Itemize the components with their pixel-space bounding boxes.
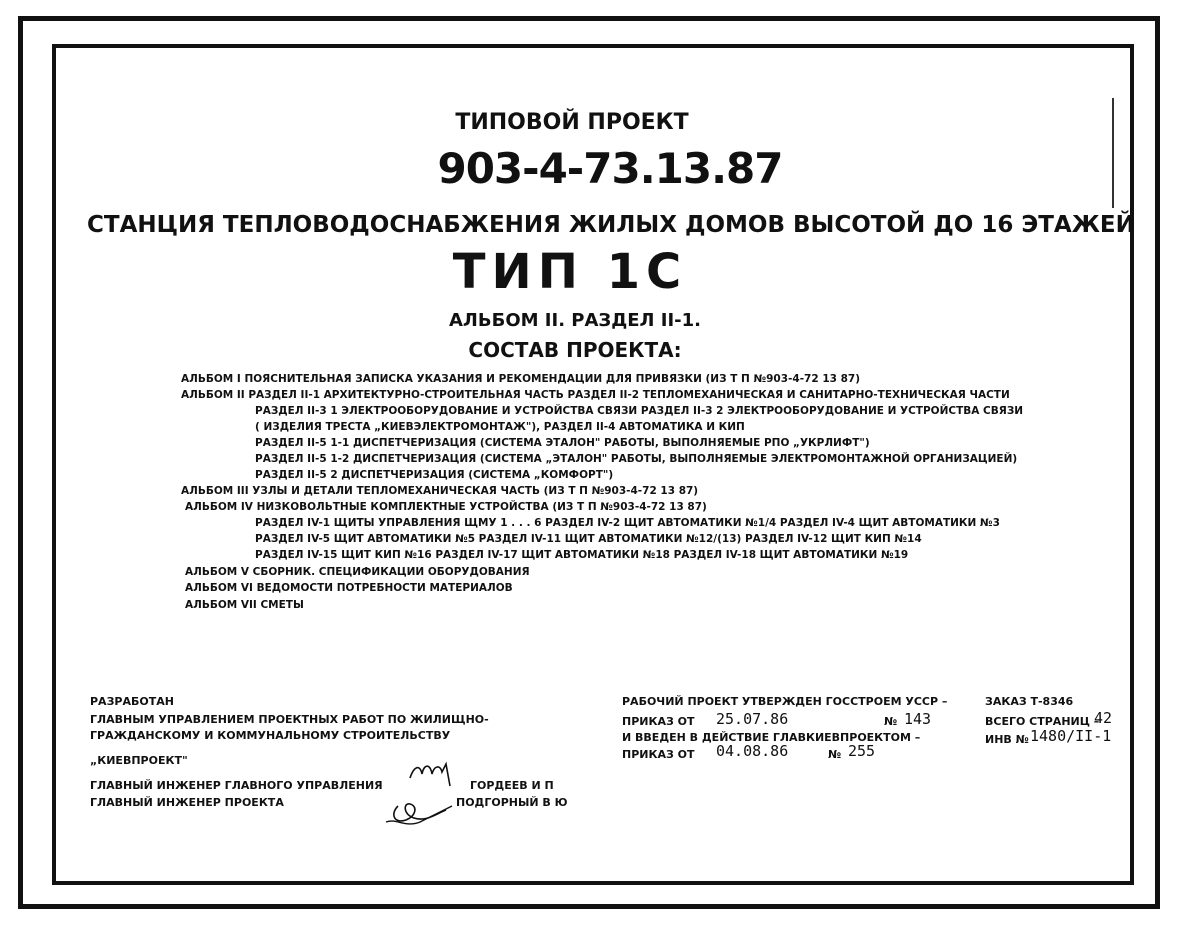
composition-line: РАЗДЕЛ II-5 1-1 ДИСПЕТЧЕРИЗАЦИЯ (СИСТЕМА ЭТАЛОН" РАБОТЫ, ВЫПОЛНЯЕМЫЕ РПО „УКРЛИФТ") xyxy=(255,437,870,449)
composition-line: РАЗДЕЛ IV-1 ЩИТЫ УПРАВЛЕНИЯ ЩМУ 1 . . . 6 РАЗДЕЛ IV-2 ЩИТ АВТОМАТИКИ №1/4 РАЗДЕЛ IV-4 ЩИТ АВТОМАТИКИ №3 xyxy=(255,517,1000,529)
composition-line: РАЗДЕЛ II-5 2 ДИСПЕТЧЕРИЗАЦИЯ (СИСТЕМА „КОМФОРТ") xyxy=(255,469,614,481)
order-code: ЗАКАЗ Т-8346 xyxy=(985,695,1074,708)
approval-line: РАБОЧИЙ ПРОЕКТ УТВЕРЖДЕН ГОССТРОЕМ УССР – xyxy=(622,695,948,708)
order2-no-label: № xyxy=(828,748,842,761)
order1-label: ПРИКАЗ ОТ xyxy=(622,715,695,728)
order1-number: 143 xyxy=(904,710,932,728)
doc-kind: ТИПОВОЙ ПРОЕКТ xyxy=(455,110,689,135)
pages-count: 42 xyxy=(1094,709,1113,727)
developer-org-line: ГЛАВНЫМ УПРАВЛЕНИЕМ ПРОЕКТНЫХ РАБОТ ПО ЖИЛИЩНО- xyxy=(90,713,489,726)
composition-line: АЛЬБОМ II РАЗДЕЛ II-1 АРХИТЕКТУРНО-СТРОИТЕЛЬНАЯ ЧАСТЬ РАЗДЕЛ II-2 ТЕПЛОМЕХАНИЧЕСКАЯ И САНИТАРНО-ТЕХНИЧЕСКАЯ ЧАСТИ xyxy=(181,389,1010,401)
project-type: ТИП 1С xyxy=(452,244,688,300)
order2-number: 255 xyxy=(848,742,876,760)
project-engineer-name: ПОДГОРНЫЙ В Ю xyxy=(456,796,568,809)
signature-drawing xyxy=(380,758,475,833)
order1-date: 25.07.86 xyxy=(716,710,789,728)
composition-line: АЛЬБОМ IV НИЗКОВОЛЬТНЫЕ КОМПЛЕКТНЫЕ УСТРОЙСТВА (ИЗ Т П №903-4-72 13 87) xyxy=(185,501,707,513)
project-title: СТАНЦИЯ ТЕПЛОВОДОСНАБЖЕНИЯ ЖИЛЫХ ДОМОВ ВЫСОТОЙ ДО 16 ЭТАЖЕЙ xyxy=(87,212,1135,238)
composition-line: АЛЬБОМ VI ВЕДОМОСТИ ПОТРЕБНОСТИ МАТЕРИАЛОВ xyxy=(185,582,513,594)
developer-org-line: ГРАЖДАНСКОМУ И КОММУНАЛЬНОМУ СТРОИТЕЛЬСТВУ xyxy=(90,729,451,742)
developed-by-label: РАЗРАБОТАН xyxy=(90,695,174,708)
order2-label: ПРИКАЗ ОТ xyxy=(622,748,695,761)
composition-line: АЛЬБОМ VII СМЕТЫ xyxy=(185,599,304,611)
composition-line: АЛЬБОМ III УЗЛЫ И ДЕТАЛИ ТЕПЛОМЕХАНИЧЕСКАЯ ЧАСТЬ (ИЗ Т П №903-4-72 13 87) xyxy=(181,485,699,497)
composition-line: АЛЬБОМ V СБОРНИК. СПЕЦИФИКАЦИИ ОБОРУДОВАНИЯ xyxy=(185,566,530,578)
project-number: 903-4-73.13.87 xyxy=(437,144,783,193)
project-engineer-role: ГЛАВНЫЙ ИНЖЕНЕР ПРОЕКТА xyxy=(90,796,284,809)
order1-no-label: № xyxy=(884,715,898,728)
composition-line: АЛЬБОМ I ПОЯСНИТЕЛЬНАЯ ЗАПИСКА УКАЗАНИЯ И РЕКОМЕНДАЦИИ ДЛЯ ПРИВЯЗКИ (ИЗ Т П №903-4-72 13 87) xyxy=(181,373,860,385)
composition-line: РАЗДЕЛ II-5 1-2 ДИСПЕТЧЕРИЗАЦИЯ (СИСТЕМА „ЭТАЛОН" РАБОТЫ, ВЫПОЛНЯЕМЫЕ ЭЛЕКТРОМОНТАЖНОЙ ОРГАНИЗАЦИЕЙ) xyxy=(255,453,1018,465)
composition-line: РАЗДЕЛ II-3 1 ЭЛЕКТРООБОРУДОВАНИЕ И УСТРОЙСТВА СВЯЗИ РАЗДЕЛ II-3 2 ЭЛЕКТРООБОРУДОВАНИЕ И УСТРОЙСТВА СВЯЗИ xyxy=(255,405,1024,417)
chief-engineer-name: ГОРДЕЕВ И П xyxy=(470,779,554,792)
composition-line: ( ИЗДЕЛИЯ ТРЕСТА „КИЕВЭЛЕКТРОМОНТАЖ"), РАЗДЕЛ II-4 АВТОМАТИКА И КИП xyxy=(255,421,745,433)
album-section: АЛЬБОМ II. РАЗДЕЛ II-1. xyxy=(449,310,701,331)
composition-line: РАЗДЕЛ IV-15 ЩИТ КИП №16 РАЗДЕЛ IV-17 ЩИТ АВТОМАТИКИ №18 РАЗДЕЛ IV-18 ЩИТ АВТОМАТИКИ №19 xyxy=(255,549,909,561)
enactment-line: И ВВЕДЕН В ДЕЙСТВИЕ ГЛАВКИЕВПРОЕКТОМ – xyxy=(622,731,921,744)
inventory-number: 1480/II-1 xyxy=(1030,727,1112,745)
chief-engineer-role: ГЛАВНЫЙ ИНЖЕНЕР ГЛАВНОГО УПРАВЛЕНИЯ xyxy=(90,779,383,792)
composition-heading: СОСТАВ ПРОЕКТА: xyxy=(468,338,682,362)
pages-label: ВСЕГО СТРАНИЦ – xyxy=(985,715,1100,728)
developer-org-name: „КИЕВПРОЕКТ" xyxy=(90,754,188,767)
order2-date: 04.08.86 xyxy=(716,742,789,760)
composition-line: РАЗДЕЛ IV-5 ЩИТ АВТОМАТИКИ №5 РАЗДЕЛ IV-11 ЩИТ АВТОМАТИКИ №12/(13) РАЗДЕЛ IV-12 ЩИТ КИП №14 xyxy=(255,533,922,545)
inventory-label: ИНВ № xyxy=(985,733,1029,746)
